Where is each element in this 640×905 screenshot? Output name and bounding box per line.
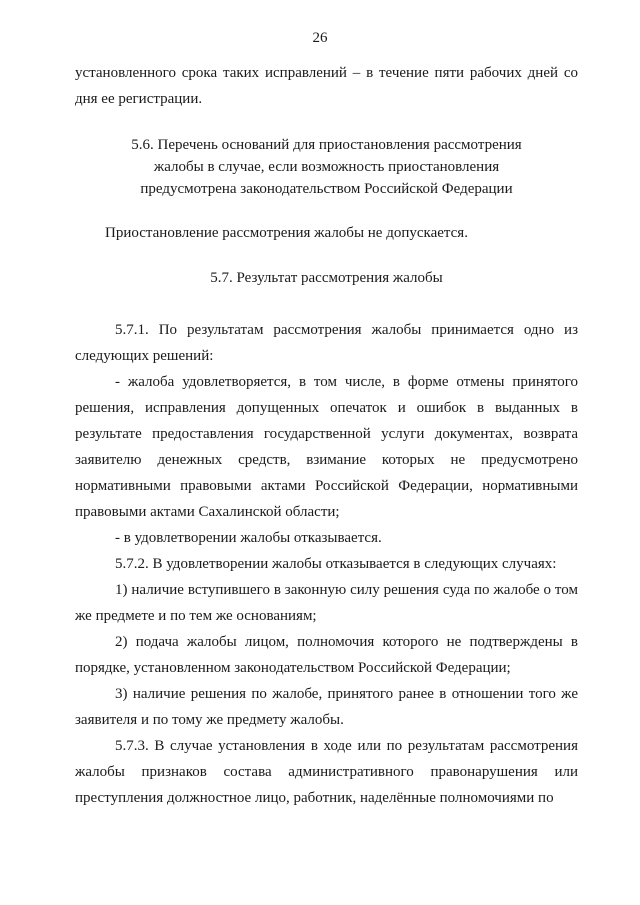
document-body	[75, 60, 578, 811]
section-heading-5-7: 5.7. Результат рассмотрения жалобы	[210, 270, 443, 286]
paragraph-5-6: Приостановление рассмотрения жалобы не допускается.	[105, 225, 468, 241]
paragraph-5-7-2: 5.7.2. В удовлетворении жалобы отказывается в следующих случаях:	[115, 556, 557, 572]
heading-line: предусмотрена законодательством Российской Федерации	[140, 181, 513, 197]
list-item-satisfied: - жалоба удовлетворяется, в том числе, в форме отмены принятого решения, исправления допущенных опечаток и ошибок в выданных в результате предоставления государственной услуги документах, возврата заявителю денежных средств, взимание которых не предусмотрено нормативными правовыми актами Российской Федерации, нормативными правовыми актами Сахалинской области;	[75, 374, 578, 520]
paragraph-5-7-1: 5.7.1. По результатам рассмотрения жалобы принимается одно из следующих решений:	[75, 322, 578, 364]
list-item-unconfirmed-authority: 2) подача жалобы лицом, полномочия которого не подтверждены в порядке, установленном законодательством Российской Федерации;	[75, 634, 578, 676]
section-heading-5-6	[75, 134, 578, 200]
heading-line: 5.6. Перечень оснований для приостановления рассмотрения	[131, 137, 522, 153]
paragraph-continuation: установленного срока таких исправлений – в течение пяти рабочих дней со дня ее регистрации.	[75, 65, 578, 107]
page-number: 26	[312, 30, 328, 46]
list-item-court-decision: 1) наличие вступившего в законную силу решения суда по жалобе о том же предмете и по тем же основаниям;	[75, 582, 578, 624]
paragraph-5-7-3: 5.7.3. В случае установления в ходе или по результатам рассмотрения жалобы признаков состава административного правонарушения или преступления должностное лицо, работник, наделённые полномочиями по	[75, 738, 578, 806]
list-item-previous-decision: 3) наличие решения по жалобе, принятого ранее в отношении того же заявителя и по тому же предмету жалобы.	[75, 686, 578, 728]
heading-line: жалобы в случае, если возможность приостановления	[153, 159, 500, 175]
list-item-refused: - в удовлетворении жалобы отказывается.	[115, 530, 382, 546]
